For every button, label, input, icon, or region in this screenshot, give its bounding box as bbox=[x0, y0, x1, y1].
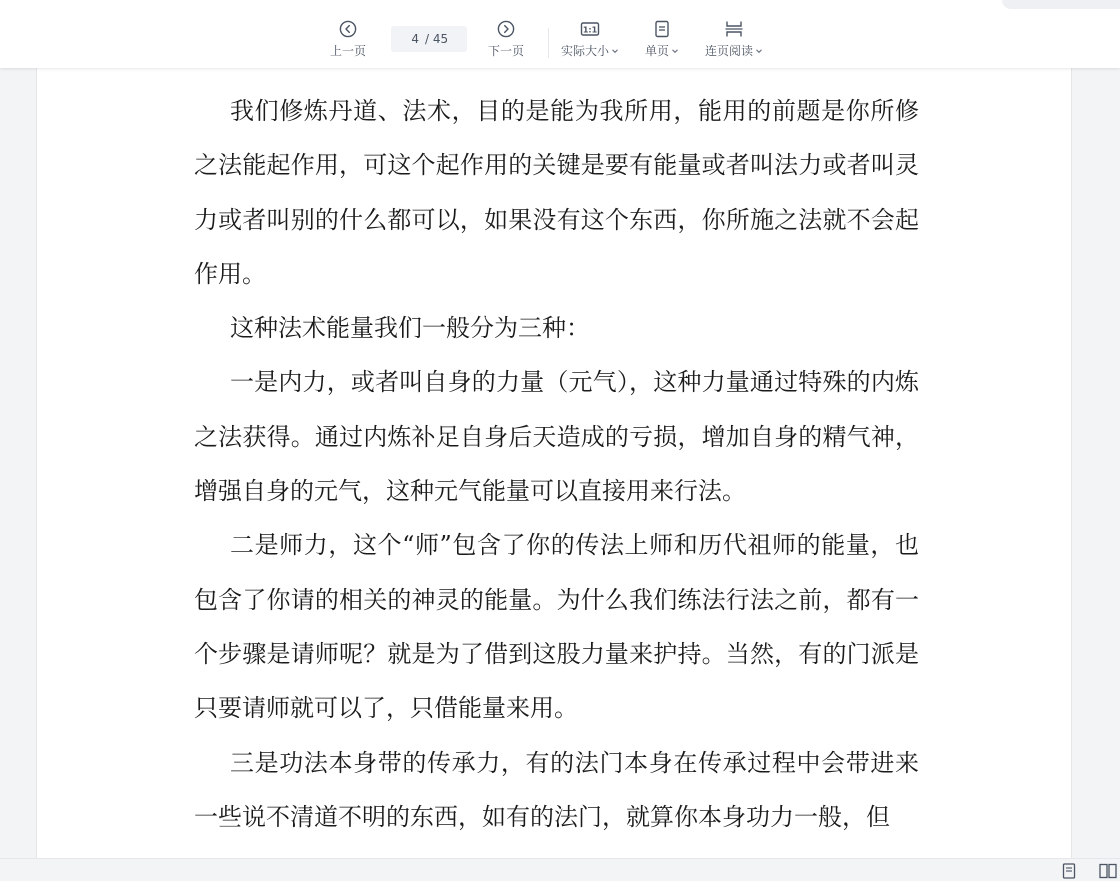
corner-tab bbox=[1002, 0, 1120, 9]
continuous-reading-label-wrap bbox=[705, 42, 763, 59]
actual-size-dropdown[interactable] bbox=[561, 20, 619, 59]
chevron-down-icon bbox=[671, 47, 679, 55]
paragraph: 二是师力，这个“师”包含了你的传法上师和历代祖师的能量，也包含了你请的相关的神灵的能量。为什么我们练法行法之前，都有一个步骤是请师呢？就是为了借到这股力量来护持。当然，有的门派是只要请师就可以了，只借能量来用。 bbox=[194, 531, 919, 723]
reader-toolbar bbox=[0, 0, 1120, 68]
page-indicator[interactable] bbox=[391, 26, 467, 52]
single-page-label-wrap bbox=[645, 42, 679, 59]
actual-size-label: 实际大小 bbox=[561, 44, 610, 58]
continuous-reading-label: 连页阅读 bbox=[705, 44, 754, 58]
chevron-left-circle-icon bbox=[339, 20, 357, 38]
svg-text:1:1: 1:1 bbox=[582, 25, 598, 35]
paragraph: 一是内力，或者叫自身的力量（元气），这种力量通过特殊的内炼之法获得。通过内炼补足自身后天造成的亏损，增加自身的精气神，增强自身的元气，这种元气能量可以直接用来行法。 bbox=[194, 368, 919, 506]
prev-page-button[interactable] bbox=[330, 20, 366, 59]
document-body bbox=[194, 68, 919, 844]
continuous-scroll-icon bbox=[724, 20, 744, 38]
total-pages: / 45 bbox=[425, 32, 449, 46]
paragraph: 这种法术能量我们一般分为三种： bbox=[230, 314, 590, 343]
actual-size-label-wrap bbox=[561, 42, 619, 59]
chevron-right-circle-icon bbox=[497, 20, 515, 38]
current-page-input[interactable]: 4 bbox=[411, 32, 419, 46]
two-page-view-icon[interactable] bbox=[1099, 863, 1117, 879]
paragraph: 三是功法本身带的传承力，有的法门本身在传承过程中会带进来一些说不清道不明的东西，如有的法门，就算你本身功力一般，但 bbox=[194, 748, 919, 831]
single-page-icon bbox=[653, 20, 671, 38]
toolbar-divider bbox=[548, 28, 549, 58]
single-page-dropdown[interactable] bbox=[645, 20, 679, 59]
single-page-label: 单页 bbox=[645, 44, 670, 58]
single-page-view-icon[interactable] bbox=[1062, 863, 1076, 879]
chevron-down-icon bbox=[755, 47, 763, 55]
next-page-label: 下一页 bbox=[488, 44, 525, 58]
status-bar bbox=[0, 858, 1120, 881]
document-page bbox=[36, 68, 1072, 858]
next-page-button[interactable] bbox=[488, 20, 524, 59]
continuous-reading-dropdown[interactable] bbox=[705, 20, 763, 59]
paragraph: 我们修炼丹道、法术，目的是能为我所用，能用的前题是你所修之法能起作用，可这个起作用的关键是要有能量或者叫法力或者叫灵力或者叫别的什么都可以，如果没有这个东西，你所施之法就不会起作用。 bbox=[194, 97, 919, 288]
prev-page-label: 上一页 bbox=[330, 44, 367, 58]
actual-size-icon bbox=[580, 20, 600, 38]
chevron-down-icon bbox=[611, 47, 619, 55]
